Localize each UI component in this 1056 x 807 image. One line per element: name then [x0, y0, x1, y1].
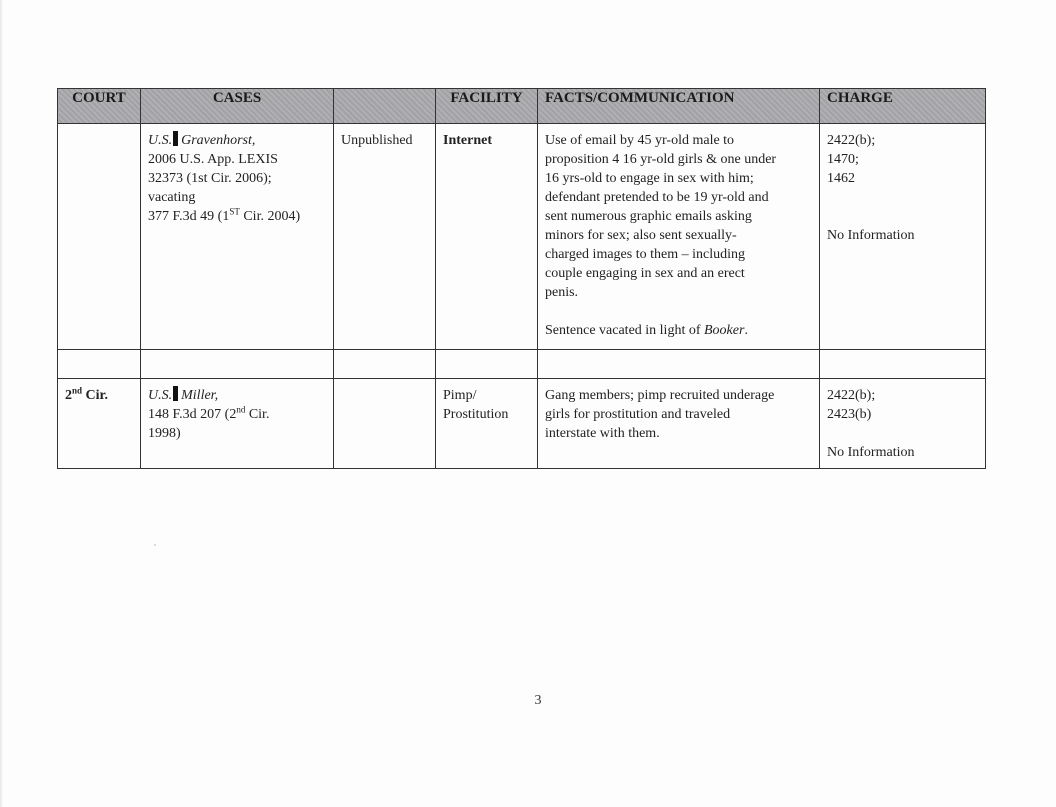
redaction-mark — [173, 131, 178, 146]
charge-cell — [820, 379, 986, 469]
header-cases: CASES — [141, 89, 334, 124]
charge-note: No Information — [827, 445, 915, 460]
facts-line: defendant pretended to be 19 yr-old and — [545, 190, 769, 205]
facts-line: 16 yrs-old to engage in sex with him; — [545, 171, 754, 186]
charge-cell — [820, 124, 986, 350]
facts-line: charged images to them – including — [545, 247, 745, 262]
facility-cell: Internet — [436, 124, 538, 350]
facts-cell — [538, 379, 820, 469]
court-cell: 2nd Cir. — [58, 379, 141, 469]
case-citation: 2006 U.S. App. LEXIS — [148, 152, 278, 167]
facts-line: couple engaging in sex and an erect — [545, 266, 745, 281]
facts-line: minors for sex; also sent sexually- — [545, 228, 737, 243]
charge-code: 1462 — [827, 171, 855, 186]
cases-cell — [141, 379, 334, 469]
facility-cell: Pimp/ Prostitution — [436, 379, 538, 469]
facts-line: girls for prostitution and traveled — [545, 407, 731, 422]
charge-code: 2422(b); — [827, 133, 876, 148]
facts-line: interstate with them. — [545, 426, 660, 441]
cases-cell — [141, 124, 334, 350]
facts-line: Gang members; pimp recruited underage — [545, 388, 775, 403]
charge-code: 1470; — [827, 152, 859, 167]
facts-note: Sentence vacated in light of Booker. — [545, 323, 748, 338]
facts-line: Use of email by 45 yr-old male to — [545, 133, 735, 148]
case-table — [57, 88, 986, 469]
table-row — [58, 379, 986, 469]
case-name: U.S. Gravenhorst, — [148, 133, 256, 148]
charge-note: No Information — [827, 228, 915, 243]
facts-line: sent numerous graphic emails asking — [545, 209, 752, 224]
case-citation: vacating — [148, 190, 196, 205]
header-court: COURT — [58, 89, 141, 124]
case-citation: 32373 (1st Cir. 2006); — [148, 171, 272, 186]
header-status — [334, 89, 436, 124]
header-charge: CHARGE — [820, 89, 986, 124]
facts-line: proposition 4 16 yr-old girls & one under — [545, 152, 777, 167]
header-facility: FACILITY — [436, 89, 538, 124]
case-citation: 1998) — [148, 426, 181, 441]
header-facts: FACTS/COMMUNICATION — [538, 89, 820, 124]
charge-code: 2422(b); — [827, 388, 876, 403]
case-citation: 148 F.3d 207 (2nd Cir. — [148, 404, 270, 422]
charge-code: 2423(b) — [827, 407, 872, 422]
case-name: U.S. Miller, — [148, 388, 219, 403]
case-citation: 377 F.3d 49 (1ST Cir. 2004) — [148, 206, 301, 224]
empty-row — [58, 350, 986, 379]
page-edge — [0, 0, 3, 807]
header-row — [58, 89, 986, 124]
page-number: 3 — [534, 693, 542, 708]
redaction-mark — [173, 386, 178, 401]
scan-speck — [154, 544, 156, 546]
status-cell: Unpublished — [334, 124, 436, 350]
status-cell — [334, 379, 436, 469]
facts-line: penis. — [545, 285, 579, 300]
facts-cell — [538, 124, 820, 350]
court-cell — [58, 124, 141, 350]
table-row — [58, 124, 986, 350]
